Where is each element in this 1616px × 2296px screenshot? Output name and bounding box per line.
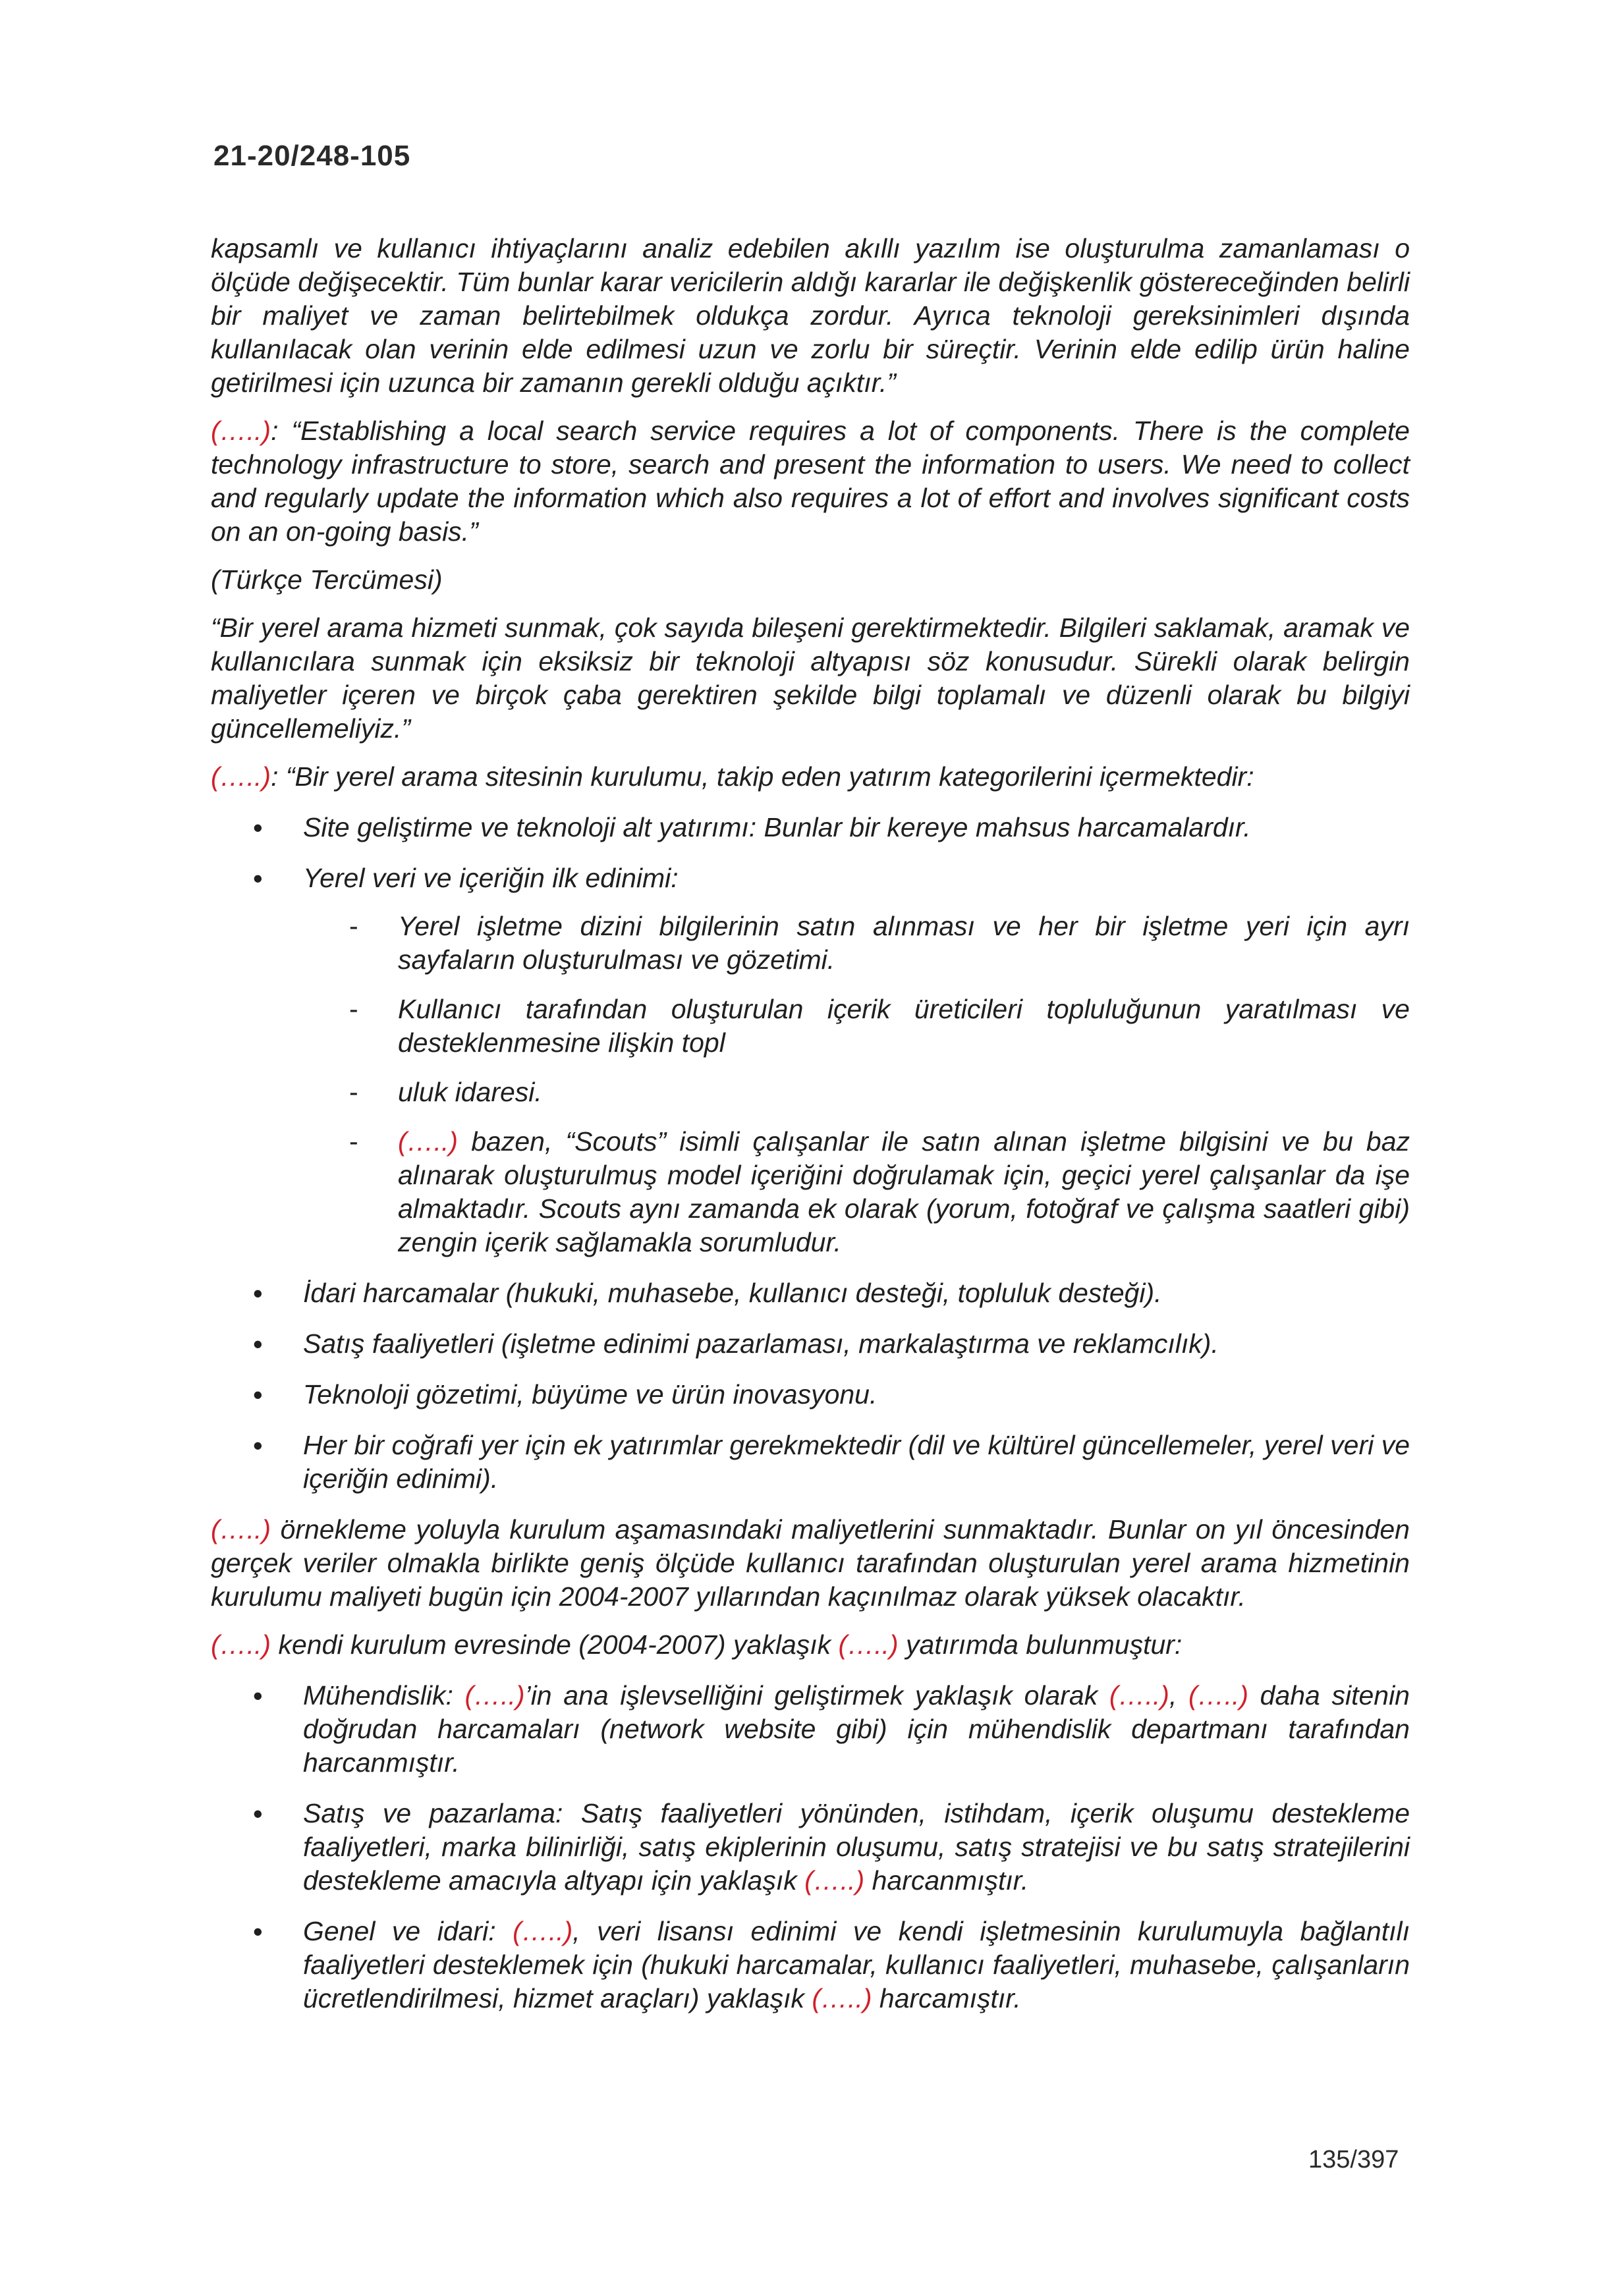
redaction-mark: (…..) [464,1680,525,1710]
quote-text: “Establishing a local search service requires a lot of components. There is the complete technology infrastructure to store, search and present the information to users. We need to collect and regularly update the information which also requires a lot of effort and involves significant costs on an on-going basis.” [211,416,1410,547]
redaction-mark: (…..) [211,416,271,446]
document-body [211,232,1410,2033]
redaction-mark: (…..) [804,1865,865,1896]
text: harcanmıştır. [864,1865,1029,1896]
list-item-sales [211,1797,1410,1898]
sub-list-item [303,1125,1410,1259]
list-item: • Teknoloji gözetimi, büyüme ve ürün inovasyonu. [211,1378,1410,1411]
paragraph-translation: “Bir yerel arama hizmeti sunmak, çok sayıda bileşeni gerektirmektedir. Bilgileri saklamak, aramak ve kullanıcılara sunmak için eksiksiz bir teknoloji altyapısı söz konusudur. Sürekli olarak belirgin maliyetler içeren ve birçok çaba gerektiren şekilde bilgi toplamalı ve düzenli olarak bu bilgiyi güncellemeliyiz.” [211,613,1410,744]
investment-list [211,811,1410,1496]
text: Genel ve idari: [303,1916,513,1946]
paragraph-text: yatırımda bulunmuştur: [898,1629,1183,1660]
cost-list [211,1679,1410,2015]
text: , veri lisansı edinimi ve kendi işletmesinin kurulumuyla bağlantılı faaliyetleri desteklemek için (hukuki harcamalar, kullanıcı faaliyetleri, muhasebe, çalışanların ücretlendirilmesi, hizmet araçları) yaklaşık [303,1916,1410,2013]
list-item-engineering [211,1679,1410,1780]
paragraph-intro [211,760,1410,794]
redaction-mark: (…..) [398,1126,459,1157]
paragraph [211,1513,1410,1614]
list-item: • İdari harcamalar (hukuki, muhasebe, kullanıcı desteği, topluluk desteği). [211,1276,1410,1310]
page-number: 135/397 [1308,2146,1399,2173]
redaction-mark: (…..) [211,1514,271,1544]
list-item: • Satış faaliyetleri (işletme edinimi pazarlaması, markalaştırma ve reklamcılık). [211,1327,1410,1361]
redaction-mark: (…..) [211,761,271,792]
list-item [211,861,1410,1259]
paragraph-text: kendi kurulum evresinde (2004-2007) yaklaşık [271,1629,839,1660]
sub-list-item-text: bazen, “Scouts” isimli çalışanlar ile satın alınan işletme bilgisini ve bu baz alınarak oluşturulmuş model içeriğini doğrulamak için, geçici yerel çalışanlar da işe almaktadır. Scouts aynı zamanda ek olarak (yorum, fotoğraf ve çalışma saatleri gibi) zengin içerik sağlamakla sorumludur. [398,1126,1410,1257]
separator: : [271,416,292,446]
sub-list [303,910,1410,1259]
sub-list-item: - Yerel işletme dizini bilgilerinin satın alınması ve her bir işletme yeri için ayrı sayfaların oluşturulması ve gözetimi. [303,910,1410,977]
paragraph-text: örnekleme yoluyla kurulum aşamasındaki maliyetlerini sunmaktadır. Bunlar on yıl öncesinden gerçek veriler olmakla birlikte geniş ölçüde kullanıcı tarafından oluşturulan yerel arama hizmetinin kurulumu maliyeti bugün için 2004-2007 yıllarından kaçınılmaz olarak yüksek olacaktır. [211,1514,1410,1612]
text: ’in ana işlevselliğini geliştirmek yaklaşık olarak [524,1680,1109,1710]
separator: : [271,761,286,792]
translation-heading: (Türkçe Tercümesi) [211,564,443,595]
redaction-mark: (…..) [838,1629,899,1660]
redaction-mark: (…..) [1109,1680,1169,1710]
sub-list-item: - Kullanıcı tarafından oluşturulan içerik üreticileri topluluğunun yaratılması ve desteklenmesine ilişkin topl [303,993,1410,1060]
redaction-mark: (…..) [513,1916,573,1946]
redaction-mark: (…..) [812,1983,872,2013]
paragraph: kapsamlı ve kullanıcı ihtiyaçlarını analiz edebilen akıllı yazılım ise oluşturulma zamanlaması o ölçüde değişecektir. Tüm bunlar karar vericilerin aldığı kararlar ile değişkenlik göstereceğinden belirli bir maliyet ve zaman belirtebilmek oldukça zordur. Ayrıca teknoloji gereksinimleri dışında kullanılacak olan verinin elde edilmesi uzun ve zorlu bir süreçtir. Verinin elde edilip ürün haline getirilmesi için uzunca bir zamanın gerekli olduğu açıktır.” [211,233,1410,398]
redaction-mark: (…..) [1188,1680,1249,1710]
list-item: • Her bir coğrafi yer için ek yatırımlar gerekmektedir (dil ve kültürel güncellemeler, yerel veri ve içeriğin edinimi). [211,1429,1410,1496]
text: harcamıştır. [872,1983,1021,2013]
text: daha sitenin doğrudan harcamaları (network website gibi) için mühendislik departmanı tarafından harcanmıştır. [303,1680,1410,1778]
paragraph [211,1628,1410,1662]
redaction-mark: (…..) [211,1629,271,1660]
text: Mühendislik: [303,1680,465,1710]
intro-text: “Bir yerel arama sitesinin kurulumu, takip eden yatırım kategorilerini içermektedir: [285,761,1254,792]
text: , [1169,1680,1188,1710]
list-item-general [211,1915,1410,2015]
list-item: • Site geliştirme ve teknoloji alt yatırımı: Bunlar bir kereye mahsus harcamalardır. [211,811,1410,844]
paragraph-english-quote [211,414,1410,549]
document-number: 21-20/248-105 [213,140,411,172]
list-item-text: Yerel veri ve içeriğin ilk edinimi: [303,863,679,893]
sub-list-item: - uluk idaresi. [303,1076,1410,1109]
text: Satış ve pazarlama: Satış faaliyetleri yönünden, istihdam, içerik oluşumu destekleme faaliyetleri, marka bilinirliği, satış ekiplerinin oluşumu, satış stratejisi ve bu satış stratejilerini destekleme amacıyla altyapı için yaklaşık [303,1798,1410,1896]
